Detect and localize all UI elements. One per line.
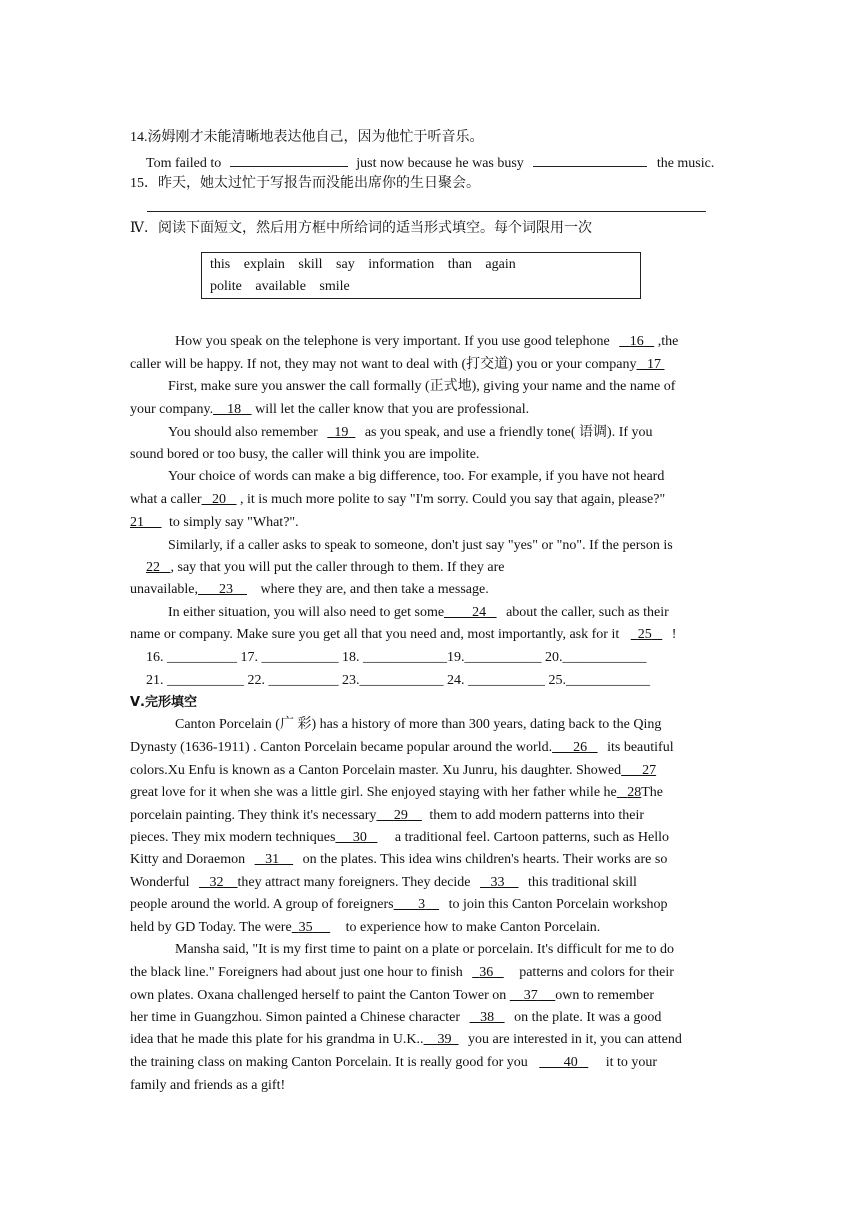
q14-cn-text: 14.汤姆刚才未能清晰地表达他自己，因为他忙于听音乐。 xyxy=(130,130,484,145)
text: Mansha said, "It is my first time to paint on a plate or porcelain. It's difficult for me to do xyxy=(175,942,675,957)
text: its beautiful xyxy=(607,740,674,755)
blank-34[interactable]: 3 xyxy=(418,897,426,912)
text: , it is much more polite to say "I'm sorry. Could you say that again, please?" xyxy=(240,492,666,507)
p2-line-2 xyxy=(130,401,529,419)
q14-text-c: the music. xyxy=(656,156,715,171)
blank-24[interactable]: 24 xyxy=(472,605,487,620)
text: Similarly, if a caller asks to speak to someone, don't just say "yes" or "no". If the person is xyxy=(168,538,673,553)
blank-25[interactable]: 25 xyxy=(637,627,652,642)
q15-chinese xyxy=(130,175,480,193)
s5-line-2 xyxy=(130,739,674,757)
q15-cn-text: 15．昨天，她太过忙于写报告而没能出席你的生日聚会。 xyxy=(130,176,480,191)
text: it to your xyxy=(605,1055,658,1070)
blank-30[interactable]: 30 xyxy=(352,830,367,845)
s5-line-7 xyxy=(130,851,667,869)
s5-line-11 xyxy=(175,941,674,959)
p1-line-1 xyxy=(175,333,678,351)
text: pieces. They mix modern techniques xyxy=(130,830,336,845)
blank-35[interactable]: 35 xyxy=(298,920,313,935)
text: Dynasty (1636-1911) . Canton Porcelain became popular around the world. xyxy=(130,740,553,755)
p5-line-1 xyxy=(168,537,673,555)
blank-17[interactable]: 17 xyxy=(646,357,661,372)
s5-line-8 xyxy=(130,874,637,892)
blank-27[interactable]: 27 xyxy=(642,763,657,778)
blank-36[interactable]: 36 xyxy=(479,965,494,980)
text: name or company. Make sure you get all that you need and, most importantly, ask for it xyxy=(130,627,620,642)
text: as you speak, and use a friendly tone( 语调). If you xyxy=(364,425,653,440)
text: them to add modern patterns into their xyxy=(429,808,645,823)
blank-31[interactable]: 31 xyxy=(265,852,280,867)
text: own plates. Oxana challenged herself to paint the Canton Tower on xyxy=(130,988,507,1003)
text: In either situation, you will also need to get some xyxy=(168,605,445,620)
text: to experience how to make Canton Porcelain. xyxy=(345,920,601,935)
word-bank-line-1: this explain skill say information than again xyxy=(210,257,516,272)
section5-title xyxy=(130,694,197,712)
q14-blank-1[interactable] xyxy=(230,152,348,167)
blank-26[interactable]: 26 xyxy=(573,740,588,755)
q14-chinese xyxy=(130,129,484,147)
blank-32[interactable]: 32 xyxy=(209,875,224,890)
blank-21[interactable]: 21 xyxy=(130,515,144,530)
text: Wonderful xyxy=(130,875,190,890)
answers-row-2[interactable] xyxy=(146,672,650,690)
p4-line-1 xyxy=(168,468,664,486)
text: they attract many foreigners. They decide xyxy=(237,875,471,890)
q15-answer-line[interactable] xyxy=(147,211,706,212)
text: own to remember xyxy=(555,988,655,1003)
s5-line-15 xyxy=(130,1031,682,1049)
text: Kitty and Doraemon xyxy=(130,852,246,867)
text: The xyxy=(641,785,664,800)
text: a traditional feel. Cartoon patterns, such as Hello xyxy=(394,830,669,845)
answers-row-2-text: 21. ___________ 22. __________ 23.____________ 24. ___________ 25.____________ xyxy=(146,673,650,688)
p5-line-3 xyxy=(130,581,489,599)
text: porcelain painting. They think it's necessary xyxy=(130,808,377,823)
blank-29[interactable]: 29 xyxy=(393,808,408,823)
text: where they are, and then take a message. xyxy=(260,582,489,597)
text: on the plates. This idea wins children's hearts. Their works are so xyxy=(302,852,668,867)
text: your company. xyxy=(130,402,214,417)
text: this traditional skill xyxy=(528,875,637,890)
text: caller will be happy. If not, they may not want to deal with (打交道) you or your company xyxy=(130,357,637,372)
s5-line-12 xyxy=(130,964,674,982)
blank-28[interactable]: 28 xyxy=(627,785,642,800)
answers-row-1-text: 16. __________ 17. ___________ 18. ____________19.___________ 20.____________ xyxy=(146,650,647,665)
text: on the plate. It was a good xyxy=(514,1010,662,1025)
text: the training class on making Canton Porcelain. It is really good for you xyxy=(130,1055,528,1070)
s5-line-6 xyxy=(130,829,669,847)
text: to join this Canton Porcelain workshop xyxy=(448,897,668,912)
text: about the caller, such as their xyxy=(506,605,669,620)
s5-line-3 xyxy=(130,762,656,780)
p4-line-2 xyxy=(130,491,665,509)
q14-text-b: just now because he was busy xyxy=(356,156,524,171)
s5-line-10 xyxy=(130,919,600,937)
q14-blank-2[interactable] xyxy=(533,152,647,167)
text: people around the world. A group of foreigners xyxy=(130,897,394,912)
s5-line-4 xyxy=(130,784,663,802)
blank-37[interactable]: 37 xyxy=(523,988,538,1003)
text: the black line." Foreigners had about just one hour to finish xyxy=(130,965,463,980)
text: unavailable, xyxy=(130,582,199,597)
s5-line-14 xyxy=(130,1009,661,1027)
p3-line-2 xyxy=(130,446,479,464)
blank-23[interactable]: 23 xyxy=(219,582,234,597)
section4-title-text: Ⅳ．阅读下面短文，然后用方框中所给词的适当形式填空。每个词限用一次 xyxy=(130,221,592,236)
text: You should also remember xyxy=(168,425,318,440)
blank-38[interactable]: 38 xyxy=(480,1010,495,1025)
s5-line-1 xyxy=(175,716,661,734)
text: , say that you will put the caller through to them. If they are xyxy=(170,560,505,575)
text: her time in Guangzhou. Simon painted a Chinese character xyxy=(130,1010,461,1025)
blank-16[interactable]: 16 xyxy=(629,334,644,349)
text: ,the xyxy=(657,334,679,349)
section4-title xyxy=(130,220,592,238)
text: Your choice of words can make a big difference, too. For example, if you have not heard xyxy=(168,469,665,484)
p3-line-1 xyxy=(168,424,653,442)
text: held by GD Today. The were xyxy=(130,920,292,935)
text: family and friends as a gift! xyxy=(130,1078,286,1093)
text: to simply say "What?". xyxy=(169,515,299,530)
p2-line-1 xyxy=(168,378,675,396)
p1-line-2 xyxy=(130,356,664,374)
s5-line-16 xyxy=(130,1054,657,1072)
blank-19[interactable]: 19 xyxy=(334,425,349,440)
blank-22[interactable]: 22 xyxy=(146,560,160,575)
s5-line-17 xyxy=(130,1077,285,1095)
q14-english xyxy=(146,152,714,173)
text: Canton Porcelain (广 彩) has a history of more than 300 years, dating back to the Qing xyxy=(175,717,662,732)
text: patterns and colors for their xyxy=(519,965,674,980)
text: ! xyxy=(671,627,677,642)
blank-20[interactable]: 20 xyxy=(212,492,227,507)
s5-line-13 xyxy=(130,987,654,1005)
text: First, make sure you answer the call formally (正式地), giving your name and the name of xyxy=(168,379,676,394)
blank-39[interactable]: 39 xyxy=(437,1032,452,1047)
text: sound bored or too busy, the caller will think you are impolite. xyxy=(130,447,480,462)
q14-text-a: Tom failed to xyxy=(146,156,222,171)
blank-40[interactable]: 40 xyxy=(563,1055,578,1070)
text: idea that he made this plate for his grandma in U.K.. xyxy=(130,1032,424,1047)
word-bank-box xyxy=(201,252,641,299)
section5-title-text: Ⅴ.完形填空 xyxy=(130,695,197,710)
word-bank-line-2: polite available smile xyxy=(210,279,350,294)
text: what a caller xyxy=(130,492,202,507)
text: colors.Xu Enfu is known as a Canton Porcelain master. Xu Junru, his daughter. Showed xyxy=(130,763,622,778)
p6-line-2 xyxy=(130,626,676,644)
text: will let the caller know that you are professional. xyxy=(255,402,530,417)
p5-line-2 xyxy=(146,559,504,577)
answers-row-1[interactable] xyxy=(146,649,647,667)
text: you are interested in it, you can attend xyxy=(468,1032,682,1047)
p4-line-3 xyxy=(130,514,299,532)
text: great love for it when she was a little girl. She enjoyed staying with her father while he xyxy=(130,785,617,800)
p6-line-1 xyxy=(168,604,669,622)
text: How you speak on the telephone is very important. If you use good telephone xyxy=(175,334,610,349)
blank-33[interactable]: 33 xyxy=(490,875,505,890)
s5-line-9 xyxy=(130,896,668,914)
blank-18[interactable]: 18 xyxy=(227,402,242,417)
s5-line-5 xyxy=(130,807,644,825)
